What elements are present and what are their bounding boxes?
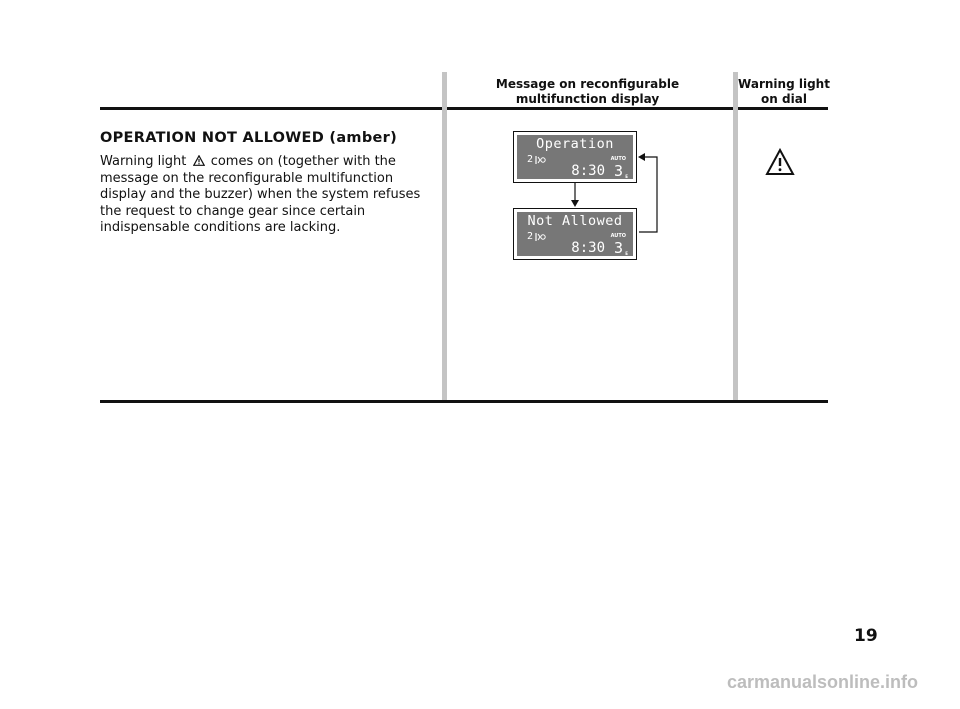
header-message-display: Message on reconfigurable multifunction display [495, 77, 680, 106]
arrow-down-head [571, 200, 579, 207]
body-text-end: comes on (together with the message on the reconfigurable multifunction display and the buzzer) when the system refuses the request to change gear since certain indispensable conditions are lacking. [100, 154, 421, 235]
arrow-return-head [638, 153, 645, 161]
arrow-return [639, 157, 657, 232]
display-message: Operation [536, 136, 614, 152]
display-gear-mode: E [625, 174, 628, 179]
section-body [100, 154, 440, 237]
display-sequence-arrows [500, 120, 700, 280]
display-mode: AUTO [610, 233, 626, 239]
display-time: 8:30 [571, 163, 605, 179]
section-title: OPERATION NOT ALLOWED (amber) [100, 130, 398, 146]
page-number: 19 [854, 626, 878, 646]
body-text-start: Warning light [100, 154, 187, 169]
column-divider-1 [442, 72, 447, 402]
bottom-rule [100, 400, 828, 403]
display-mode: AUTO [610, 156, 626, 162]
display-gear: 3 [613, 162, 623, 180]
warning-triangle-icon [765, 148, 795, 176]
display-gear-indicator: 2 [527, 231, 534, 242]
warning-triangle-icon [193, 155, 205, 166]
display-gear-mode: E [625, 251, 628, 256]
display-gear-indicator: 2 [527, 154, 534, 165]
column-divider-2 [733, 72, 738, 402]
header-warning-light: Warning light on dial [738, 77, 830, 106]
top-rule [100, 107, 828, 110]
display-time: 8:30 [571, 240, 605, 256]
display-message: Not Allowed [527, 213, 623, 229]
watermark: carmanualsonline.info [726, 672, 918, 692]
display-gear: 3 [613, 239, 623, 257]
